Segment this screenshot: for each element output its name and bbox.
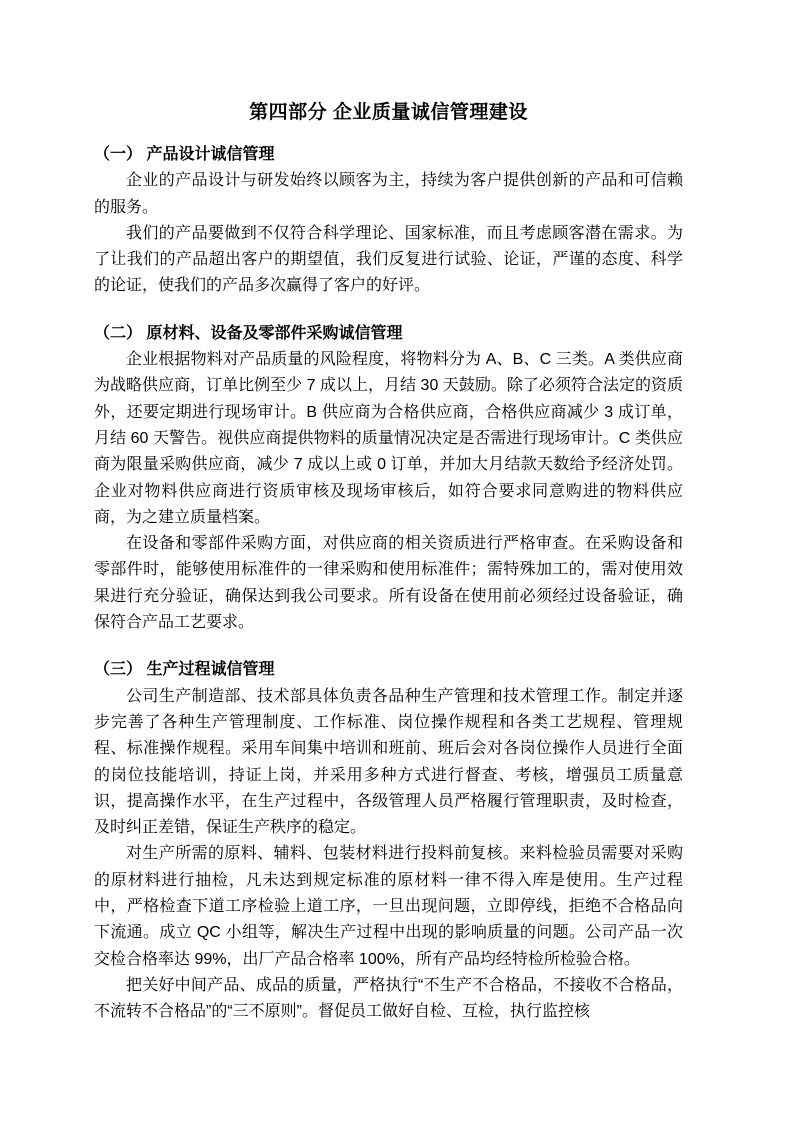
- paragraph: 把关好中间产品、成品的质量，严格执行“不生产不合格品，不接收不合格品，不流转不合格品”的“三不原则”。督促员工做好自检、互检，执行监控核: [94, 976, 683, 1021]
- page-title: 第四部分 企业质量诚信管理建设: [249, 102, 528, 123]
- section-procurement: [94, 321, 683, 637]
- section-product-design: [94, 142, 683, 300]
- section-heading-3: （三） 生产过程诚信管理: [94, 661, 275, 679]
- section-heading-1: （一） 产品设计诚信管理: [94, 146, 275, 163]
- paragraph: 企业根据物料对产品质量的风险程度，将物料分为 A、B、C 三类。A 类供应商为战略供应商，订单比例至少 7 成以上，月结 30 天鼓励。除了必须符合法定的资质外，还要定期进行现场审计。B 供应商为合格供应商，合格供应商减少 3 成订单，月结 60 天警告。视供应商提供物料的质量情况决定是否需进行现场审计。C 类供应商为限量采购供应商，减少 7 成以上或 0 订单，并加大月结款天数给予经济处罚。企业对物料供应商进行资质审核及现场审核后，如符合要求同意购进的物料供应商，为之建立质量档案。: [94, 351, 683, 526]
- paragraph: 公司生产制造部、技术部具体负责各品种生产管理和技术管理工作。制定并逐步完善了各种生产管理制度、工作标准、岗位操作规程和各类工艺规程、管理规程、标准操作规程。采用车间集中培训和班前、班后会对各岗位操作人员进行全面的岗位技能培训，持证上岗，并采用多种方式进行督查、考核，增强员工质量意识，提高操作水平，在生产过程中，各级管理人员严格履行管理职责，及时检查，及时纠正差错，保证生产秩序的稳定。: [94, 687, 683, 837]
- paragraph: 在设备和零部件采购方面，对供应商的相关资质进行严格审查。在采购设备和零部件时，能够使用标准件的一律采购和使用标准件；需特殊加工的，需对使用效果进行充分验证，确保达到我公司要求。所有设备在使用前必须经过设备验证，确保符合产品工艺要求。: [94, 535, 683, 632]
- paragraph: 企业的产品设计与研发始终以顾客为主，持续为客户提供创新的产品和可信赖的服务。: [94, 172, 683, 216]
- paragraph: 我们的产品要做到不仅符合科学理论、国家标准，而且考虑顾客潜在需求。为了让我们的产品超出客户的期望值，我们反复进行试验、论证，严谨的态度、科学的论证，使我们的产品多次赢得了客户的好评。: [94, 224, 683, 295]
- section-heading-2: （二） 原材料、设备及零部件采购诚信管理: [94, 324, 403, 342]
- paragraph: 对生产所需的原料、辅料、包装材料进行投料前复核。来料检验员需要对采购的原材料进行抽检，凡未达到规定标准的原材料一律不得入库是使用。生产过程中，严格检查下道工序检验上道工序，一旦出现问题，立即停线，拒绝不合格品向下流通。成立 QC 小组等，解决生产过程中出现的影响质量的问题。公司产品一次交检合格率达 99%，出厂产品合格率 100%，所有产品均经特检所检验合格。: [94, 845, 683, 968]
- section-production-process: [94, 657, 683, 1025]
